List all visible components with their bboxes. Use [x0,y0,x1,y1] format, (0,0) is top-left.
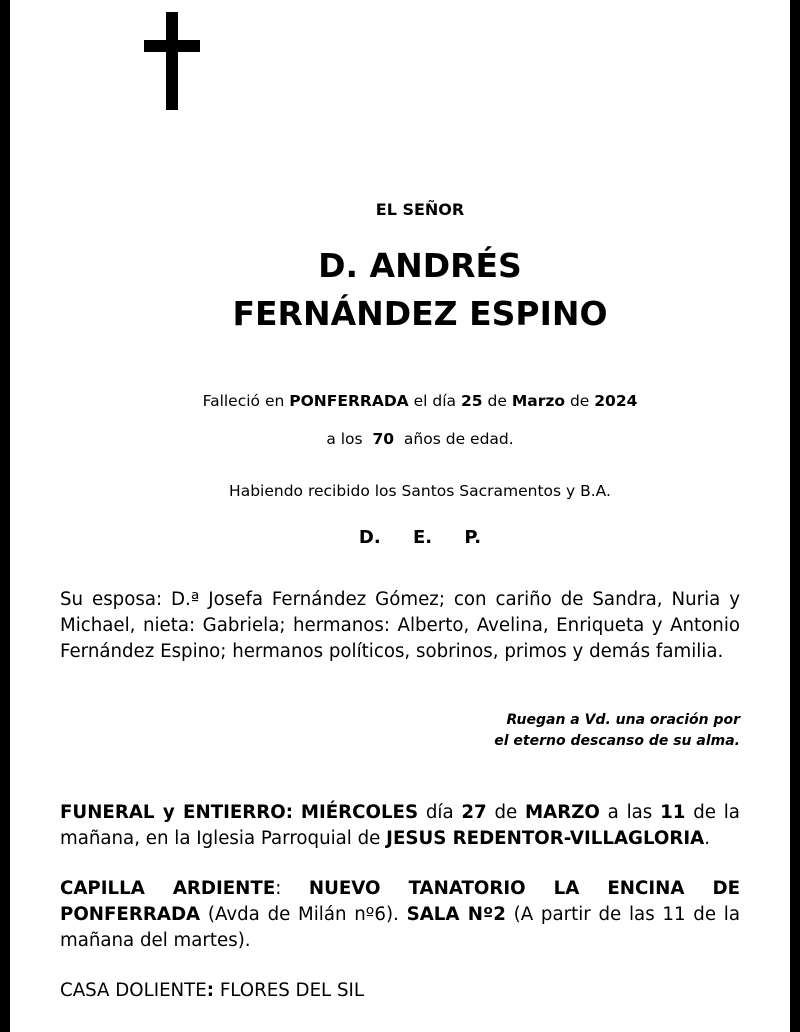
chapel-paragraph: CAPILLA ARDIENTE: NUEVO TANATORIO LA ENCINA DE PONFERRADA (Avda de Milán nº6). SALA Nº2 (A partir de las 11 de la mañana del martes). [60,878,740,951]
prayer-text: Ruegan a Vd. una oración por el eterno descanso de su alma. [494,712,740,749]
family-paragraph: Su esposa: D.ª Josefa Fernández Gómez; con cariño de Sandra, Nuria y Michael, nieta: Gabriela; hermanos: Alberto, Avelina, Enriqueta y Antonio Fernández Espino; hermanos políticos, sobrinos, primos y demás familia. [60,589,740,662]
age-info: a los 70 años de edad. [326,430,514,448]
death-info: Falleció en PONFERRADA el día 25 de Marzo de 2024 [202,392,638,410]
left-border [0,0,10,1032]
sacraments-info: Habiendo recibido los Santos Sacramentos y B.A. [229,482,611,500]
house-paragraph: CASA DOLIENTE: FLORES DEL SIL [60,980,365,1001]
dep-text: D. E. P. [358,527,482,548]
deceased-name-line1: D. ANDRÉS [318,246,522,285]
deceased-name-line2: FERNÁNDEZ ESPINO [232,294,608,333]
right-border [790,0,800,1032]
cross-icon [144,12,200,110]
header-title: EL SEÑOR [375,200,465,219]
funeral-paragraph: FUNERAL y ENTIERRO: MIÉRCOLES día 27 de MARZO a las 11 de la mañana, en la Iglesia Parroquial de JESUS REDENTOR-VILLAGLORIA. [60,802,740,849]
